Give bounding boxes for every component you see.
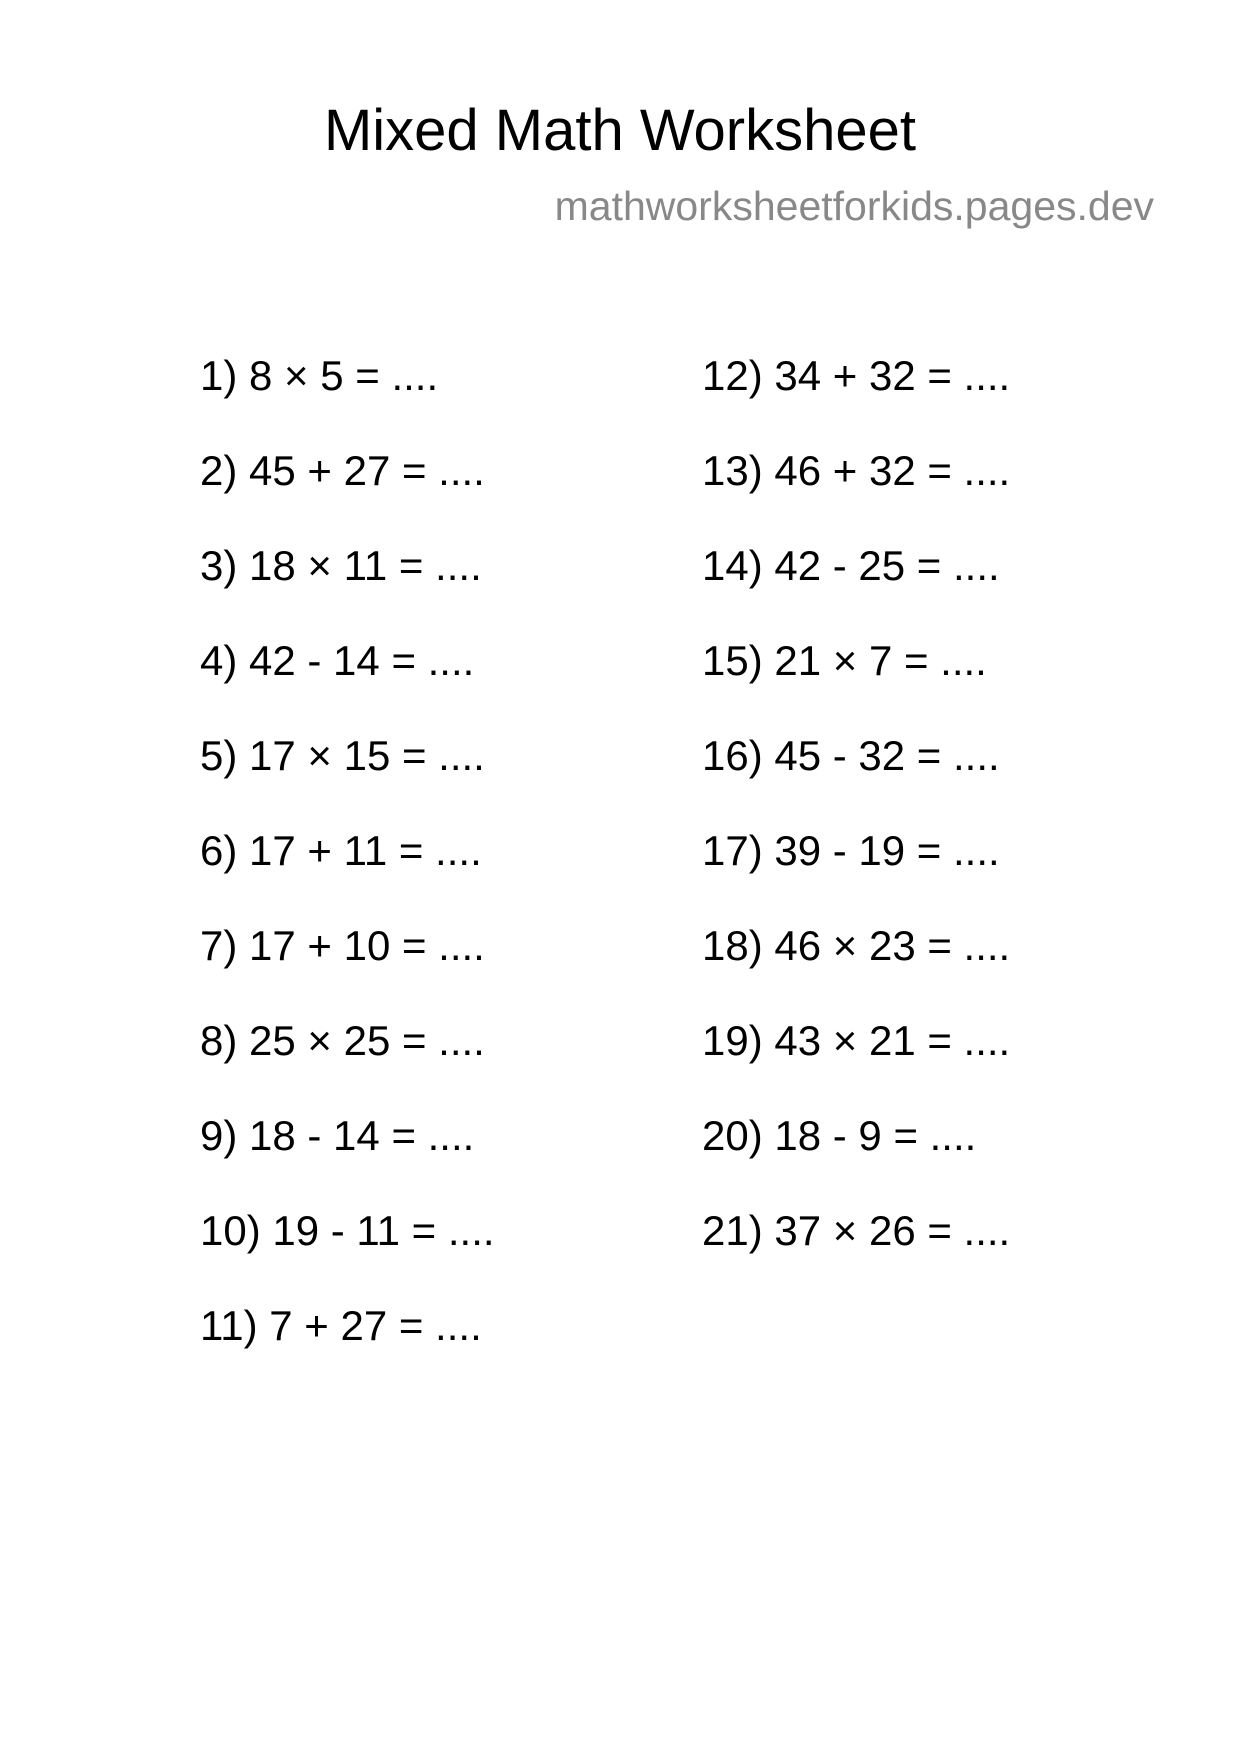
- problem-item: 8) 25 × 25 = ....: [200, 1017, 485, 1064]
- problem-item: 11) 7 + 27 = ....: [200, 1302, 482, 1349]
- problem-item: 6) 17 + 11 = ....: [200, 827, 482, 874]
- problem-item: 7) 17 + 10 = ....: [200, 922, 485, 969]
- problem-item: 4) 42 - 14 = ....: [200, 637, 475, 684]
- source-site: mathworksheetforkids.pages.dev: [554, 183, 1154, 229]
- problem-item: 12) 34 + 32 = ....: [702, 352, 1011, 399]
- problem-column-right: [702, 350, 1010, 1300]
- problem-item: 17) 39 - 19 = ....: [702, 827, 1000, 874]
- problem-item: 9) 18 - 14 = ....: [200, 1112, 475, 1159]
- problem-item: 10) 19 - 11 = ....: [200, 1207, 495, 1254]
- problem-grid: [0, 350, 1240, 1350]
- problem-item: 13) 46 + 32 = ....: [702, 447, 1011, 494]
- problem-item: 20) 18 - 9 = ....: [702, 1112, 977, 1159]
- problem-item: 1) 8 × 5 = ....: [200, 352, 439, 399]
- problem-item: 18) 46 × 23 = ....: [702, 922, 1011, 969]
- problem-item: 15) 21 × 7 = ....: [702, 637, 987, 684]
- problem-item: 21) 37 × 26 = ....: [702, 1207, 1011, 1254]
- problem-column-left: [200, 350, 495, 1395]
- problem-item: 16) 45 - 32 = ....: [702, 732, 1000, 779]
- problem-item: 14) 42 - 25 = ....: [702, 542, 1000, 589]
- problem-item: 2) 45 + 27 = ....: [200, 447, 485, 494]
- problem-item: 5) 17 × 15 = ....: [200, 732, 485, 779]
- problem-item: 19) 43 × 21 = ....: [702, 1017, 1011, 1064]
- page-title: Mixed Math Worksheet: [323, 98, 917, 163]
- problem-item: 3) 18 × 11 = ....: [200, 542, 482, 589]
